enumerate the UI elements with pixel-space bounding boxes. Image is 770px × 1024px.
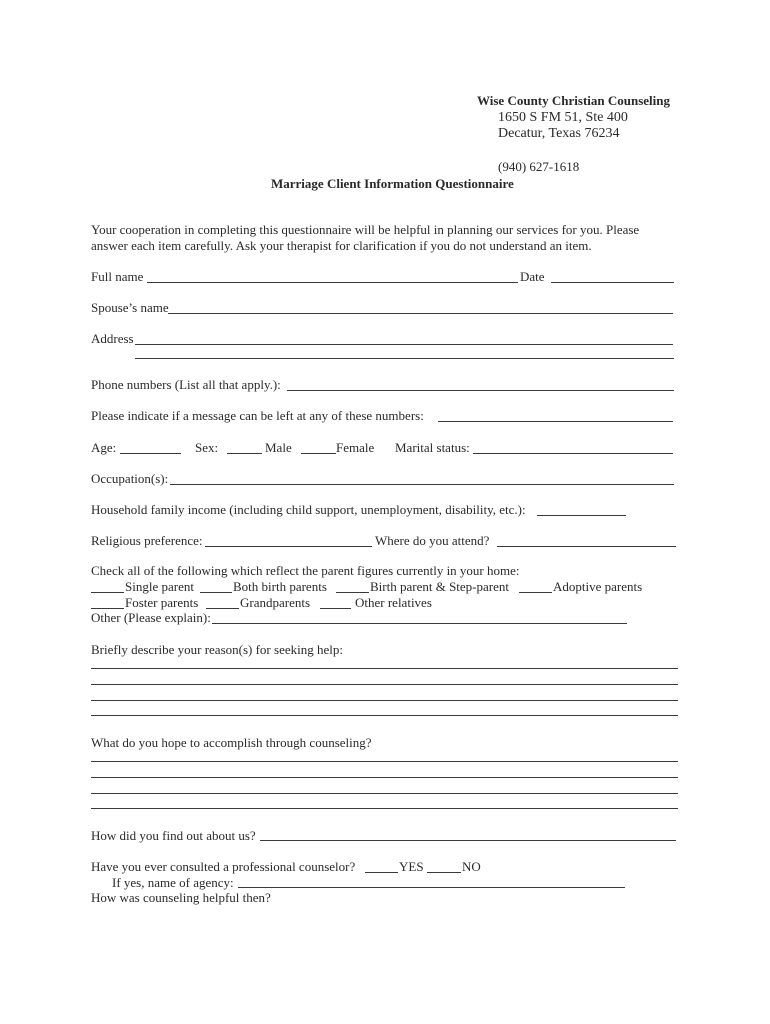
phone-numbers-field[interactable]: [287, 390, 674, 391]
birth-step-parent-label: Birth parent & Step-parent: [370, 579, 509, 594]
foster-parents-label: Foster parents: [125, 595, 199, 610]
consulted-question: Have you ever consulted a professional counselor?: [91, 859, 356, 874]
address-line-1: 1650 S FM 51, Ste 400: [498, 110, 628, 125]
occupation-label: Occupation(s):: [91, 471, 169, 486]
female-label: Female: [336, 440, 375, 455]
intro-line-1: Your cooperation in completing this questionnaire will be helpful in planning our services for you. Please: [91, 222, 640, 237]
hope-answer-line-1[interactable]: [91, 761, 678, 762]
find-out-field[interactable]: [260, 840, 676, 841]
reason-answer-line-4[interactable]: [91, 715, 678, 716]
other-relatives-blank[interactable]: [320, 608, 351, 609]
where-attend-label: Where do you attend?: [375, 533, 490, 548]
yes-label: YES: [399, 859, 424, 874]
organization-name: Wise County Christian Counseling: [477, 93, 670, 108]
full-name-label: Full name: [91, 269, 144, 284]
religious-preference-field[interactable]: [205, 546, 372, 547]
occupation-field[interactable]: [170, 484, 674, 485]
age-label: Age:: [91, 440, 117, 455]
reason-answer-line-1[interactable]: [91, 668, 678, 669]
grandparents-blank[interactable]: [206, 608, 239, 609]
no-blank[interactable]: [427, 872, 461, 873]
adoptive-parents-blank[interactable]: [519, 592, 552, 593]
where-attend-field[interactable]: [497, 546, 676, 547]
address-label: Address: [91, 331, 134, 346]
hope-question: What do you hope to accomplish through counseling?: [91, 735, 372, 750]
address-line-2: Decatur, Texas 76234: [498, 126, 620, 141]
agency-name-field[interactable]: [238, 887, 625, 888]
full-name-field[interactable]: [147, 282, 518, 283]
message-permission-label: Please indicate if a message can be left at any of these numbers:: [91, 408, 424, 423]
female-checkbox-blank[interactable]: [301, 453, 336, 454]
household-income-label: Household family income (including child support, unemployment, disability, etc.):: [91, 502, 526, 517]
marital-status-field[interactable]: [473, 453, 673, 454]
age-field[interactable]: [120, 453, 181, 454]
hope-answer-line-4[interactable]: [91, 808, 678, 809]
date-label: Date: [520, 269, 545, 284]
reason-question: Briefly describe your reason(s) for seeking help:: [91, 642, 343, 657]
parent-figures-question: Check all of the following which reflect the parent figures currently in your home:: [91, 563, 520, 578]
single-parent-label: Single parent: [125, 579, 194, 594]
both-birth-parents-label: Both birth parents: [233, 579, 327, 594]
form-title: Marriage Client Information Questionnaire: [271, 176, 514, 191]
address-field-line-2[interactable]: [135, 358, 674, 359]
religious-preference-label: Religious preference:: [91, 533, 203, 548]
foster-parents-blank[interactable]: [91, 608, 124, 609]
yes-blank[interactable]: [365, 872, 398, 873]
other-relatives-label: Other relatives: [355, 595, 432, 610]
household-income-field[interactable]: [537, 515, 626, 516]
sex-label: Sex:: [195, 440, 219, 455]
marital-status-label: Marital status:: [395, 440, 470, 455]
hope-answer-line-2[interactable]: [91, 777, 678, 778]
grandparents-label: Grandparents: [240, 595, 311, 610]
male-label: Male: [265, 440, 292, 455]
phone-numbers-label: Phone numbers (List all that apply.):: [91, 377, 281, 392]
other-explain-field[interactable]: [212, 623, 627, 624]
hope-answer-line-3[interactable]: [91, 793, 678, 794]
spouse-name-field[interactable]: [168, 313, 673, 314]
birth-step-parent-blank[interactable]: [336, 592, 369, 593]
adoptive-parents-label: Adoptive parents: [553, 579, 643, 594]
no-label: NO: [462, 859, 481, 874]
message-permission-field[interactable]: [438, 421, 673, 422]
reason-answer-line-2[interactable]: [91, 684, 678, 685]
date-field[interactable]: [551, 282, 674, 283]
single-parent-blank[interactable]: [91, 592, 124, 593]
reason-answer-line-3[interactable]: [91, 700, 678, 701]
other-explain-label: Other (Please explain):: [91, 610, 211, 625]
male-checkbox-blank[interactable]: [227, 453, 262, 454]
address-field-line-1[interactable]: [135, 344, 673, 345]
spouse-name-label: Spouse’s name: [91, 300, 169, 315]
helpful-question: How was counseling helpful then?: [91, 890, 271, 905]
intro-line-2: answer each item carefully. Ask your therapist for clarification if you do not understand an item.: [91, 238, 592, 253]
agency-name-label: If yes, name of agency:: [112, 875, 234, 890]
organization-phone: (940) 627-1618: [498, 159, 580, 174]
find-out-question: How did you find out about us?: [91, 828, 256, 843]
both-birth-parents-blank[interactable]: [200, 592, 232, 593]
